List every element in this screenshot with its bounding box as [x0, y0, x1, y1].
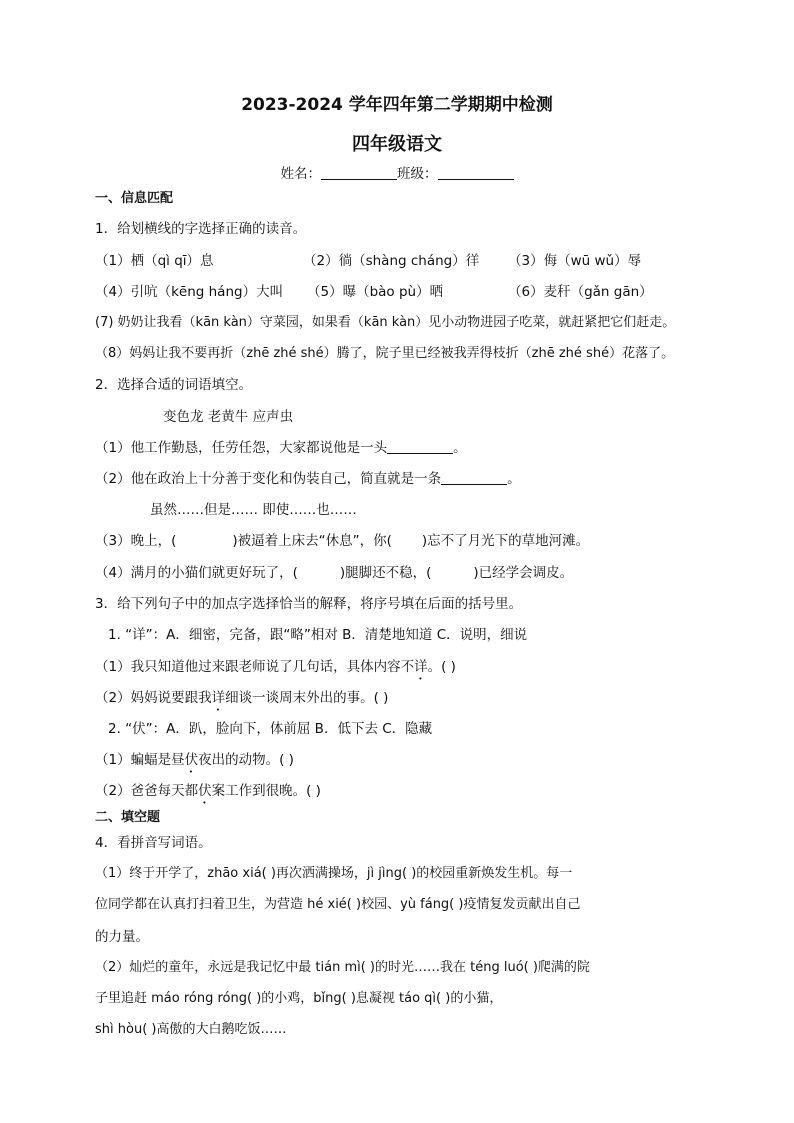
q3-sentence-4	[95, 781, 321, 807]
q3-s4-b[interactable]: 案工作到很晚。( )	[211, 783, 321, 799]
q1-item-1: （1）栖（qì qī）息	[95, 253, 214, 269]
q3-s4-dotted-char: 伏	[198, 783, 212, 799]
q1-item-2: （2）徜（shàng cháng）徉	[303, 253, 480, 269]
q3-s3-b[interactable]: 夜出的动物。( )	[198, 752, 294, 768]
q2-s4-c: )已经学会调皮。	[473, 565, 574, 581]
q4-para1-line1: （1）终于开学了，zhāo xiá( )再次洒满操场，jì jìng( )的校园重新焕发生机。每一	[95, 866, 573, 881]
q2-sentence-2	[95, 469, 521, 489]
q3-stem: 3．给下列句子中的加点字选择恰当的解释，将序号填在后面的括号里。	[95, 596, 523, 612]
q2-s1-blank[interactable]	[387, 439, 453, 454]
q2-sentence-1	[95, 438, 467, 458]
q3-s1-b[interactable]: 。( )	[427, 659, 456, 675]
section-heading-1: 一、信息匹配	[95, 191, 174, 206]
q3-sentence-1	[95, 657, 456, 683]
q3-sentence-2	[95, 688, 388, 714]
q1-stem: 1．给划横线的字选择正确的读音。	[95, 221, 307, 237]
q2-s3-b: )被逼着上床去“休息”，你(	[232, 533, 392, 549]
q3-s2-b[interactable]: 细谈一谈周末外出的事。( )	[225, 690, 389, 706]
exam-subtitle: 四年级语文	[352, 134, 442, 155]
q1-item-6: （6）麦秆（gǎn gān）	[508, 284, 653, 300]
q3-sentence-3	[95, 750, 294, 776]
q3-s2-a: （2）妈妈说要跟我	[95, 690, 212, 706]
q1-item-8: （8）妈妈让我不要再折（zhē zhé shé）腾了，院子里已经被我弄得枝折（zhē zhé shé）花落了。	[95, 346, 675, 361]
q3-s3-a: （1）蝙蝠是昼	[95, 752, 185, 768]
q2-s2-end: 。	[507, 471, 521, 487]
q2-s2-blank[interactable]	[441, 470, 507, 485]
name-class-bar	[0, 162, 794, 182]
q2-s3-a: （3）晚上，(	[95, 533, 177, 549]
q4-para2-line3: shì hòu( )高傲的大白鹅吃饭……	[95, 1022, 287, 1037]
name-label: 姓名：	[280, 166, 321, 182]
section-heading-2: 二、填空题	[95, 810, 161, 825]
q3-s1-a: （1）我只知道他过来跟老师说了几句话，具体内容不	[95, 659, 415, 675]
q3-s3-dotted-char: 伏	[184, 752, 199, 768]
class-label: 班级：	[397, 166, 438, 182]
q2-s2-text: （2）他在政治上十分善于变化和伪装自己，简直就是一条	[95, 471, 442, 487]
q1-item-4: （4）引吭（kēng háng）大叫	[95, 284, 284, 300]
q2-s3-c: )忘不了月光下的草地河滩。	[421, 533, 590, 549]
q2-s1-end: 。	[453, 440, 467, 456]
q2-sentence-4	[95, 563, 573, 583]
q4-para1-line2: 位同学都在认真打扫着卫生，为营造 hé xié( )校园、yù fáng( )疫情复发贡献出自己	[95, 897, 581, 912]
exam-title: 2023-2024 学年四年第二学期期中检测	[241, 95, 553, 115]
q1-item-7: (7) 奶奶让我看（kān kàn）守菜园，如果看（kān kàn）见小动物进园子吃菜，就赶紧把它们赶走。	[95, 315, 676, 330]
q2-s4-b: )腿脚还不稳，(	[339, 565, 432, 581]
q3-s4-a: （2）爸爸每天都	[95, 783, 199, 799]
name-blank[interactable]	[321, 165, 397, 180]
class-blank[interactable]	[438, 165, 514, 180]
q2-conjunction-bank: 虽然……但是…… 即使……也……	[150, 502, 357, 518]
q2-sentence-3	[95, 531, 589, 551]
q3-definition-2: 2. “伏”：A．趴，脸向下，体前屈 B．低下去 C．隐藏	[108, 721, 433, 737]
q4-para1-line3: 的力量。	[95, 929, 149, 945]
q1-item-5: （5）曝（bào pù）晒	[307, 284, 444, 300]
q3-s2-dotted-char: 详	[211, 690, 226, 706]
q1-item-3: （3）侮（wū wǔ）辱	[508, 253, 642, 269]
q3-s1-dotted-char: 详	[414, 659, 428, 675]
q2-s4-a: （4）满月的小猫们就更好玩了，(	[95, 565, 298, 581]
q3-definition-1: 1. “详”：A．细密，完备，跟“略”相对 B．清楚地知道 C．说明，细说	[108, 627, 528, 643]
q2-stem: 2．选择合适的词语填空。	[95, 377, 253, 393]
q2-s1-text: （1）他工作勤恳，任劳任怨，大家都说他是一头	[95, 440, 388, 456]
q4-stem: 4．看拼音写词语。	[95, 835, 212, 851]
q4-para2-line1: （2）灿烂的童年，永远是我记忆中最 tián mì( )的时光……我在 téng luó( )爬满的院	[95, 960, 590, 975]
q2-word-bank: 变色龙 老黄牛 应声虫	[163, 409, 294, 425]
q4-para2-line2: 子里追赶 máo róng róng( )的小鸡，bǐng( )息凝视 táo qì( )的小猫，	[95, 991, 503, 1006]
